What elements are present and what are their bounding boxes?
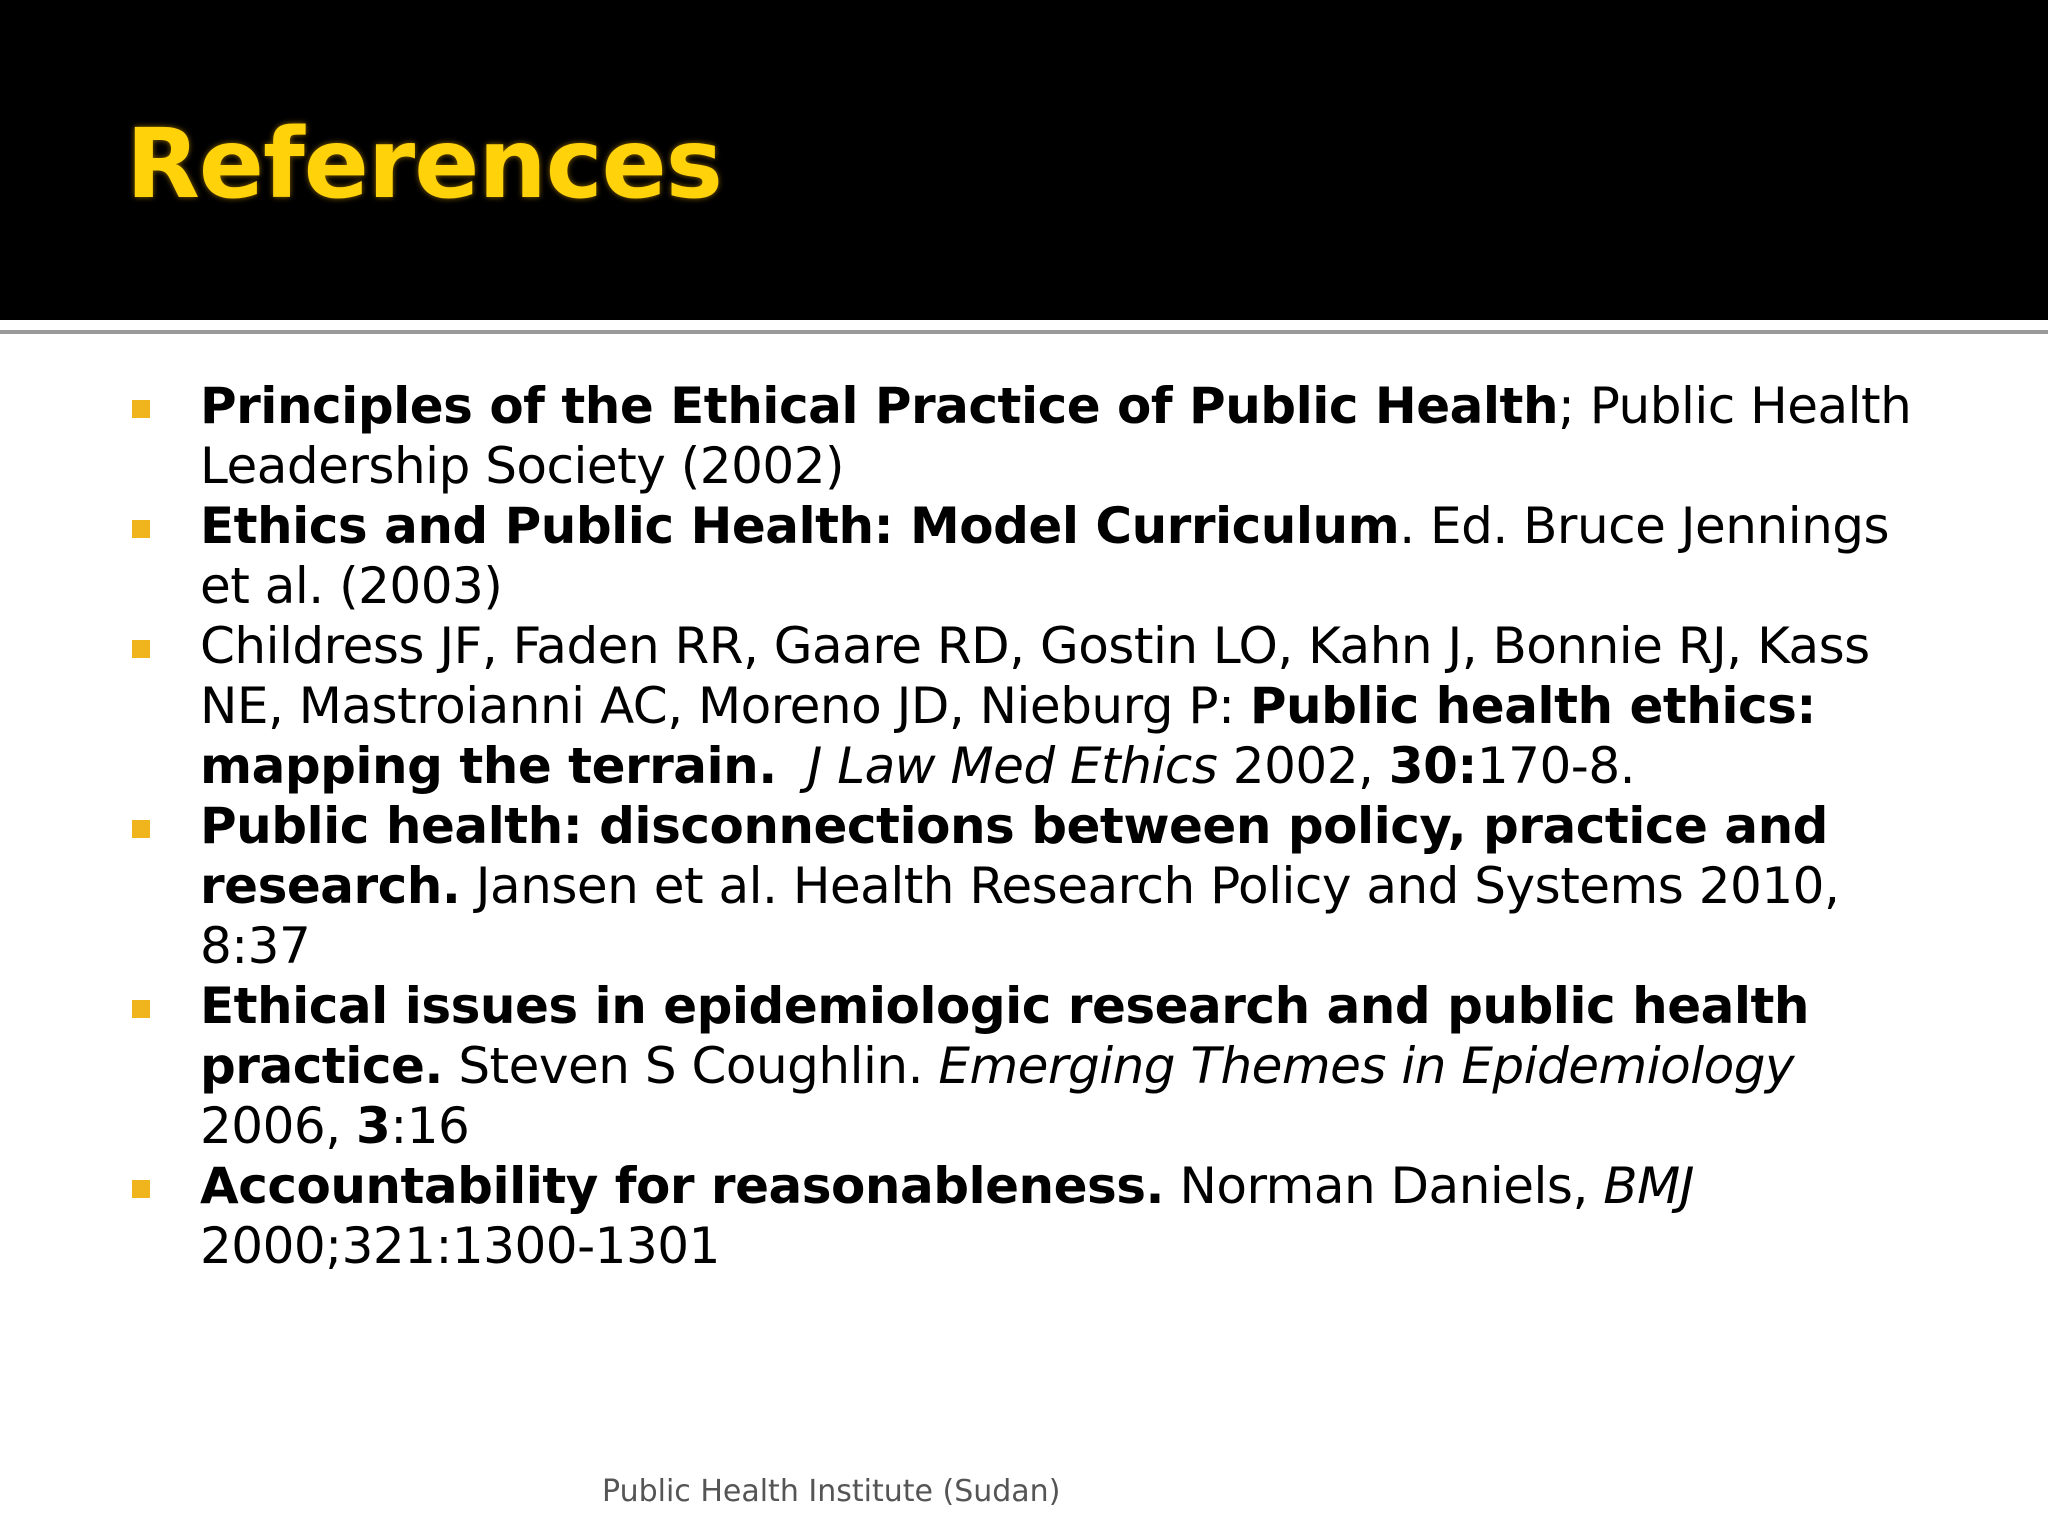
reference-title: Accountability for reasonableness.: [200, 1157, 1165, 1215]
bullet-icon: [132, 820, 150, 838]
reference-title: Ethics and Public Health: Model Curriculum: [200, 497, 1400, 555]
reference-author: Norman Daniels,: [1164, 1157, 1604, 1215]
reference-item: [200, 616, 1920, 796]
reference-journal: BMJ: [1603, 1157, 1694, 1215]
reference-item: [200, 796, 1920, 976]
reference-item: [200, 496, 1920, 616]
reference-item: [200, 376, 1920, 496]
reference-volume: 3: [356, 1097, 391, 1155]
reference-details: . Ed. Bruce Jennings et al. (2003): [200, 497, 1890, 615]
reference-title: Principles of the Ethical Practice of Public Health: [200, 377, 1559, 435]
reference-details: Jansen et al. Health Research Policy and Systems 2010, 8:37: [200, 857, 1840, 975]
reference-title: Public health ethics: mapping the terrain.: [200, 677, 1816, 795]
reference-pages: 170-8.: [1476, 737, 1636, 795]
reference-details: ; Public Health Leadership Society (2002): [200, 377, 1912, 495]
reference-details: 2000;321:1300-1301: [200, 1217, 720, 1275]
title-bar: [0, 0, 2048, 320]
reference-journal: Emerging Themes in Epidemiology: [938, 1037, 1795, 1095]
slide-title: References: [126, 108, 722, 220]
reference-journal: J Law Med Ethics: [807, 737, 1218, 795]
reference-title: Ethical issues in epidemiologic research and public health practice.: [200, 977, 1809, 1095]
reference-item: [200, 1156, 1920, 1276]
footer-text: Public Health Institute (Sudan): [602, 1474, 1061, 1509]
bullet-icon: [132, 520, 150, 538]
reference-list: [200, 376, 1920, 1276]
reference-author: Steven S Coughlin.: [442, 1037, 939, 1095]
title-divider: [0, 330, 2048, 334]
reference-title: Public health: disconnections between policy, practice and research.: [200, 797, 1828, 915]
reference-authors: Childress JF, Faden RR, Gaare RD, Gostin LO, Kahn J, Bonnie RJ, Kass NE, Mastroianni AC, Moreno JD, Nieburg P:: [200, 617, 1870, 735]
reference-volume: 30:: [1388, 737, 1477, 795]
reference-pages: :16: [390, 1097, 470, 1155]
bullet-icon: [132, 640, 150, 658]
reference-year: 2006,: [200, 1097, 357, 1155]
bullet-icon: [132, 1180, 150, 1198]
bullet-icon: [132, 400, 150, 418]
reference-year: 2002,: [1217, 737, 1389, 795]
reference-item: [200, 976, 1920, 1156]
bullet-icon: [132, 1000, 150, 1018]
